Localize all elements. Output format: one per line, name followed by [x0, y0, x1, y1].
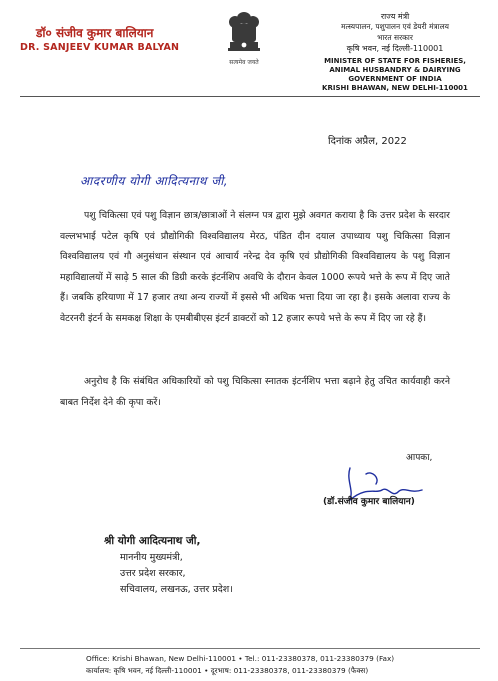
header-right-line: GOVERNMENT OF INDIA: [348, 75, 442, 83]
header-right-line: MINISTER OF STATE FOR FISHERIES,: [324, 57, 466, 65]
header-right-line: KRISHI BHAWAN, NEW DELHI-110001: [322, 84, 468, 92]
state-emblem-icon: [224, 6, 264, 70]
svg-text:सत्यमेव जयते: सत्यमेव जयते: [229, 59, 259, 66]
header-divider: [20, 96, 480, 97]
salutation: आदरणीय योगी आदित्यनाथ जी,: [80, 174, 229, 188]
body-paragraph-2: अनुरोध है कि संबंधित अधिकारियों को पशु चिकित्सा स्नातक इंटर्नशिप भत्ता बढ़ाने हेतु उचित कार्यवाही करने बाबत निर्देश देने की कृपा करें।: [60, 376, 450, 408]
closing: आपका,: [406, 453, 433, 463]
addressee-name: श्री योगी आदित्यनाथ जी,: [104, 535, 201, 547]
addressee-line: माननीय मुख्यमंत्री,: [120, 552, 183, 563]
header-right-line: ANIMAL HUSBANDRY & DAIRYING: [329, 66, 461, 74]
addressee-line: सचिवालय, लखनऊ, उत्तर प्रदेश।: [120, 584, 233, 595]
sender-name-english: DR. SANJEEV KUMAR BALYAN: [20, 42, 180, 53]
footer-english: Office: Krishi Bhawan, New Delhi-110001 • Tel.: 011-23380378, 011-23380379 (Fax): [86, 654, 395, 663]
signatory-name: (डॉ.संजीव कुमार बालियान): [323, 497, 415, 507]
header-right-line: मत्स्यपालन, पशुपालन एवं डेयरी मंत्रालय: [340, 22, 450, 31]
header-right-line: भारत सरकार: [377, 33, 413, 42]
letter-date: दिनांक अप्रैल, 2022: [328, 136, 407, 147]
addressee-line: उत्तर प्रदेश सरकार,: [120, 568, 186, 579]
footer-divider: [20, 648, 480, 649]
header-right-line: कृषि भवन, नई दिल्ली-110001: [346, 44, 444, 53]
body-paragraph-1: पशु चिकित्सा एवं पशु विज्ञान छात्र/छात्राओं ने संलग्न पत्र द्वारा मुझे अवगत कराया है कि उत्तर प्रदेश के सरदार वल्लभभाई पटेल कृषि एवं प्रौद्योगिकी विश्वविद्यालय मेरठ, पंडित दीन दयाल उपाध्याय पशु चिकित्सा विज्ञान विश्वविद्यालय एवं गौ अनुसंधान संस्थान एवं आचार्य नरेन्द्र देव कृषि एवं प्रौद्योगिकी विश्वविद्यालय के पशु विज्ञान महाविद्यालयों में साढ़े 5 साल की डिग्री करके इंटर्नशिप अवधि के दौरान केवल 1000 रूपये भत्ते के रूप में दिए जाते हैं। जबकि हरियाणा में 17 हजार तथा अन्य राज्यों में इससे भी अधिक भत्ता दिया जा रहा है। इसके अलावा राज्य के वेटरनरी इंटर्न के समकक्ष शिक्षा के एमबीबीएस इंटर्न डाक्टरों को 12 हजार रूपये भत्ते के रूप में दिए जा रहे हैं।: [60, 210, 450, 324]
header-right-line: राज्य मंत्री: [380, 12, 410, 21]
footer-hindi: कार्यालय: कृषि भवन, नई दिल्ली-110001 • दूरभाष: 011-23380378, 011-23380379 (फैक्स): [86, 666, 369, 675]
sender-name-hindi: डॉ० संजीव कुमार बालियान: [36, 26, 154, 40]
